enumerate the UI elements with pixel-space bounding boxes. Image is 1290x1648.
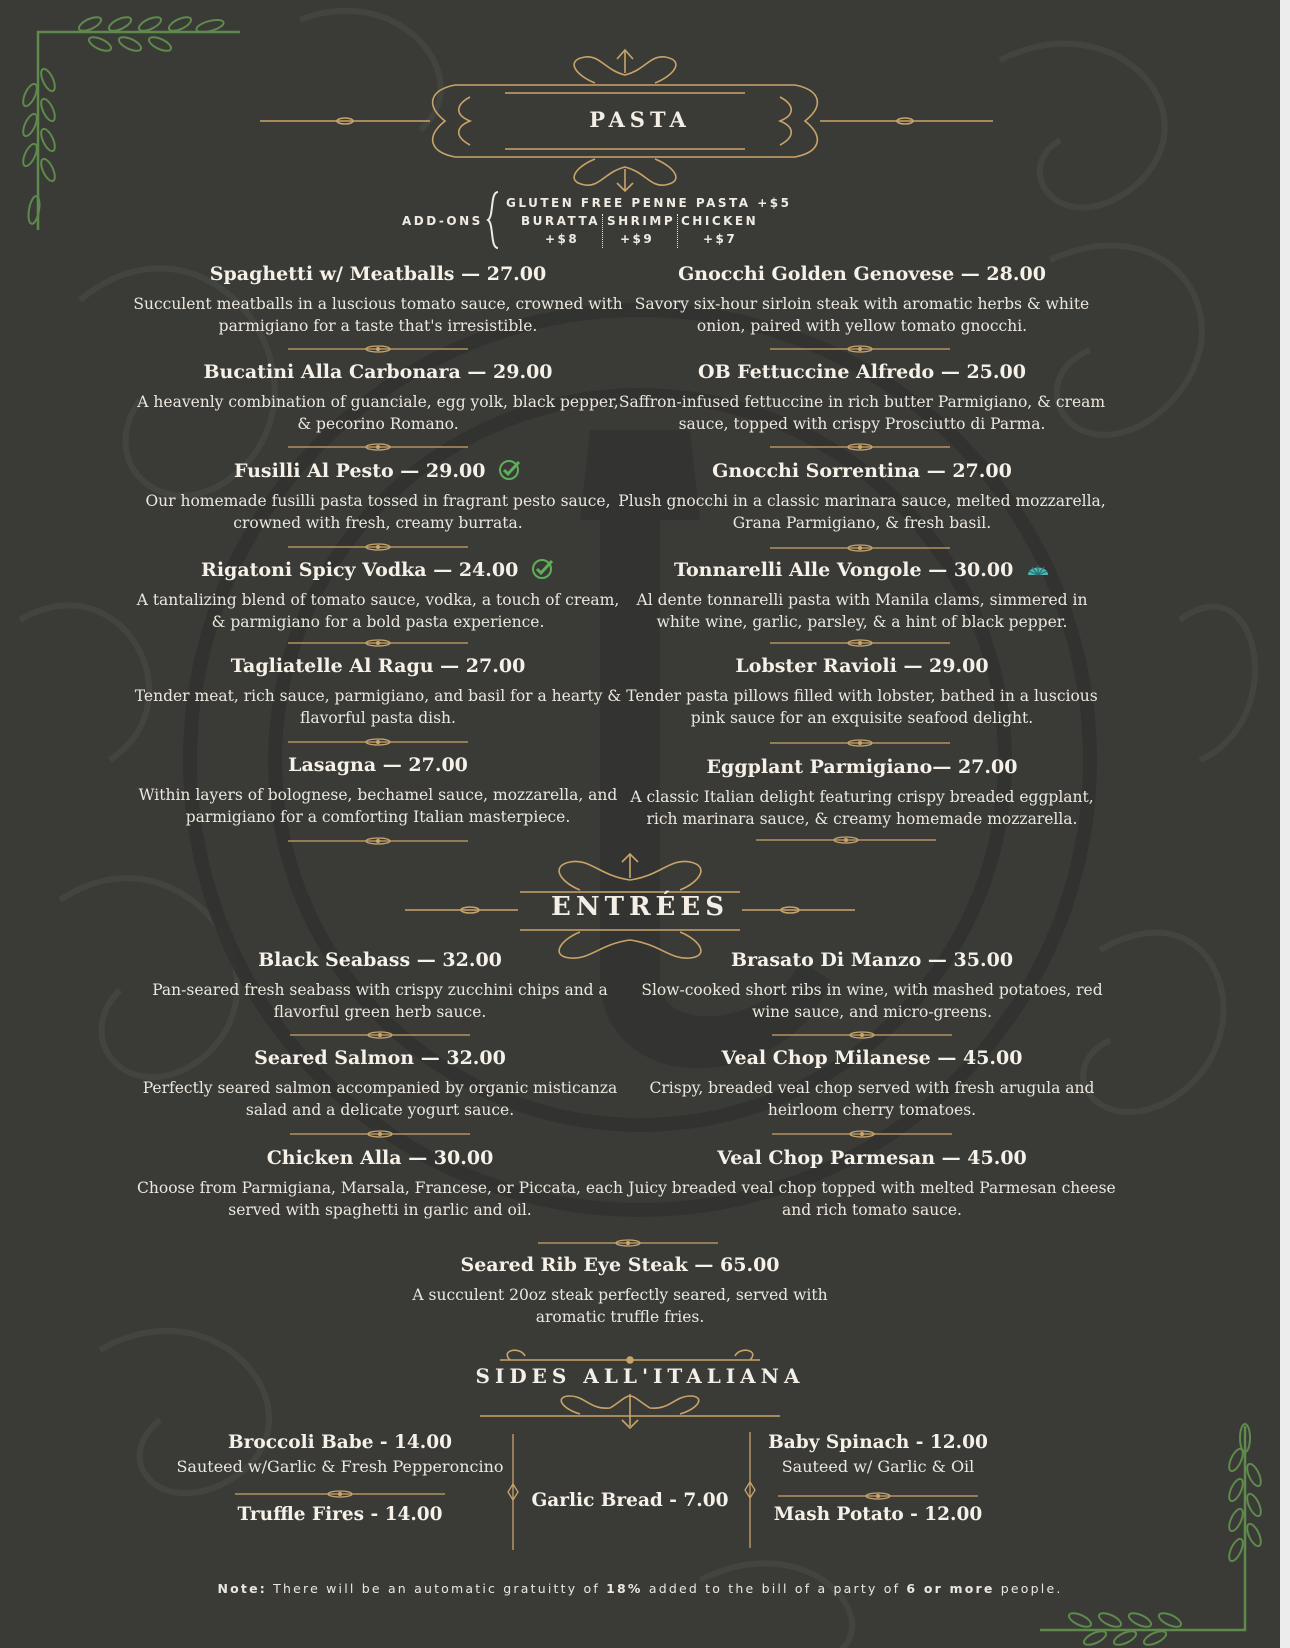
side-item-name: Broccoli Babe - 14.00 <box>228 1432 452 1453</box>
menu-item <box>627 1145 1117 1221</box>
side-item-truffle <box>170 1504 510 1525</box>
menu-item-name: Veal Chop Parmesan — 45.00 <box>717 1147 1027 1169</box>
menu-item-name: Veal Chop Milanese — 45.00 <box>721 1047 1023 1069</box>
divider <box>770 444 950 450</box>
side-item-name: Garlic Bread - 7.00 <box>531 1490 729 1511</box>
menu-item <box>135 947 625 1023</box>
menu-item-name: Gnocchi Sorrentina — 27.00 <box>712 460 1012 482</box>
sides-section-title: SIDES ALL'ITALIANA <box>475 1364 805 1388</box>
divider <box>770 545 950 551</box>
menu-item-description: Tender meat, rich sauce, parmigiano, and basil for a hearty & flavorful pasta dish. <box>134 687 622 727</box>
menu-item <box>627 1045 1117 1121</box>
menu-item-name: Tagliatelle Al Ragu — 27.00 <box>230 655 526 677</box>
menu-item-name: Spaghetti w/ Meatballs — 27.00 <box>209 263 547 285</box>
menu-item-name: OB Fettuccine Alfredo — 25.00 <box>698 361 1026 383</box>
addon-buratta: BURATTA <box>521 214 600 228</box>
menu-item-description: A tantalizing blend of tomato sauce, vodka, a touch of cream, & parmigiano for a bold pasta experience. <box>136 591 620 631</box>
menu-item-description: Juicy breaded veal chop topped with melted Parmesan cheese and rich tomato sauce. <box>628 1179 1116 1219</box>
divider <box>288 838 468 844</box>
page-edge <box>1280 0 1290 1648</box>
menu-item-description: A heavenly combination of guanciale, egg yolk, black pepper, & pecorino Romano. <box>137 393 619 433</box>
sides-vertical-divider <box>742 1430 758 1550</box>
side-item-description: Sauteed w/ Garlic & Oil <box>781 1457 975 1476</box>
menu-item-description: Tender pasta pillows filled with lobster, bathed in a luscious pink sauce for an exquisite seafood delight. <box>626 687 1098 727</box>
addons-label: ADD-ONS <box>402 214 483 228</box>
menu-item-description: Our homemade fusilli pasta tossed in fragrant pesto sauce, crowned with fresh, creamy burrata. <box>145 492 611 532</box>
menu-item-description: A succulent 20oz steak perfectly seared, served with aromatic truffle fries. <box>412 1286 828 1326</box>
sides-vertical-divider <box>505 1432 521 1552</box>
menu-item-name: Lasagna — 27.00 <box>288 754 468 776</box>
divider <box>288 544 468 550</box>
addon-chicken: CHICKEN <box>681 214 759 228</box>
divider <box>288 444 468 450</box>
menu-item-description: Slow-cooked short ribs in wine, with mashed potatoes, red wine sauce, and micro-greens. <box>641 981 1103 1021</box>
menu-item-name: Lobster Ravioli — 29.00 <box>735 655 989 677</box>
entrees-section-title-wrap <box>0 892 1280 922</box>
gratuity-note <box>0 1581 1280 1596</box>
divider <box>538 1240 718 1246</box>
side-item-name: Mash Potato - 12.00 <box>773 1504 983 1525</box>
menu-item <box>135 1145 625 1221</box>
menu-item-description: Saffron-infused fettuccine in rich butter Parmigiano, & cream sauce, topped with crispy Prosciutto di Parma. <box>618 393 1106 433</box>
menu-item-name: Black Seabass — 32.00 <box>258 949 502 971</box>
side-item-name: Baby Spinach - 12.00 <box>768 1432 988 1453</box>
menu-item-name: Bucatini Alla Carbonara — 29.00 <box>203 361 553 383</box>
menu-item-description: Succulent meatballs in a luscious tomato sauce, crowned with parmigiano for a taste that's irresistible. <box>133 295 623 335</box>
divider <box>772 1032 952 1038</box>
note-text: There will be an automatic gratuitty of <box>266 1581 607 1596</box>
pasta-section-title: PASTA <box>589 107 691 132</box>
menu-item-description: A classic Italian delight featuring crispy breaded eggplant, rich marinara sauce, & creamy homemade mozzarella. <box>630 788 1094 828</box>
divider <box>772 1131 952 1137</box>
menu-item-name: Seared Rib Eye Steak — 65.00 <box>460 1254 780 1276</box>
divider <box>288 739 468 745</box>
addon-chicken-price: +$7 <box>703 232 738 246</box>
divider <box>290 1032 470 1038</box>
menu-item-name: Tonnarelli Alle Vongole — 30.00 <box>674 559 1014 581</box>
side-item-description: Sauteed w/Garlic & Fresh Pepperoncino <box>176 1457 504 1476</box>
side-item-mash <box>758 1504 998 1525</box>
addons-gluten-free: GLUTEN FREE PENNE PASTA +$5 <box>506 196 792 210</box>
menu-item-description: Perfectly seared salmon accompanied by organic misticanza salad and a delicate yogurt sauce. <box>142 1079 618 1119</box>
menu-item-description: Savory six-hour sirloin steak with aromatic herbs & white onion, paired with yellow tomato gnocchi. <box>634 295 1090 335</box>
divider <box>778 1493 978 1499</box>
divider <box>235 1491 445 1497</box>
divider <box>756 837 936 843</box>
addon-shrimp: SHRIMP <box>607 214 676 228</box>
divider <box>770 640 950 646</box>
divider <box>288 346 468 352</box>
note-label: Note: <box>217 1581 267 1596</box>
note-party-size: 6 or more <box>906 1581 995 1596</box>
divider <box>288 640 468 646</box>
divider <box>770 740 950 746</box>
divider <box>770 346 950 352</box>
menu-item-name: Rigatoni Spicy Vodka — 24.00 <box>201 559 519 581</box>
note-percentage: 18% <box>606 1581 643 1596</box>
divider <box>290 1131 470 1137</box>
side-item-broccoli <box>170 1432 510 1476</box>
note-text: added to the bill of a party of <box>642 1581 907 1596</box>
menu-item-description: Pan-seared fresh seabass with crispy zucchini chips and a flavorful green herb sauce. <box>152 981 608 1021</box>
sides-header-ornament <box>470 1346 790 1432</box>
sides-section-title-wrap <box>0 1364 1280 1388</box>
menu-item-name: Chicken Alla — 30.00 <box>266 1147 494 1169</box>
menu-item-description: Within layers of bolognese, bechamel sauce, mozzarella, and parmigiano for a comforting Italian masterpiece. <box>138 786 618 826</box>
menu-item-description: Al dente tonnarelli pasta with Manila clams, simmered in white wine, garlic, parsley, & a hint of black pepper. <box>636 591 1088 631</box>
addon-buratta-price: +$8 <box>545 232 580 246</box>
menu-item-name: Fusilli Al Pesto — 29.00 <box>233 460 486 482</box>
addon-shrimp-price: +$9 <box>620 232 655 246</box>
side-item-garlic-bread <box>525 1490 735 1511</box>
menu-item-featured <box>400 1252 840 1328</box>
menu-item-description: Choose from Parmigiana, Marsala, Francese, or Piccata, each served with spaghetti in garlic and oil. <box>137 1179 623 1219</box>
side-item-name: Truffle Fires - 14.00 <box>237 1504 443 1525</box>
menu-item-name: Gnocchi Golden Genovese — 28.00 <box>678 263 1046 285</box>
menu-item-description: Crispy, breaded veal chop served with fresh arugula and heirloom cherry tomatoes. <box>649 1079 1095 1119</box>
menu-item <box>627 947 1117 1023</box>
side-item-spinach <box>758 1432 998 1476</box>
note-text: people. <box>994 1581 1063 1596</box>
menu-item-name: Eggplant Parmigiano— 27.00 <box>706 756 1018 778</box>
menu-item-name: Brasato Di Manzo — 35.00 <box>730 949 1014 971</box>
entrees-section-title: ENTRÉES <box>551 892 729 922</box>
menu-item-name: Seared Salmon — 32.00 <box>254 1047 506 1069</box>
menu-item <box>135 1045 625 1121</box>
menu-item-description: Plush gnocchi in a classic marinara sauce, melted mozzarella, Grana Parmigiano, & fresh basil. <box>618 492 1106 532</box>
